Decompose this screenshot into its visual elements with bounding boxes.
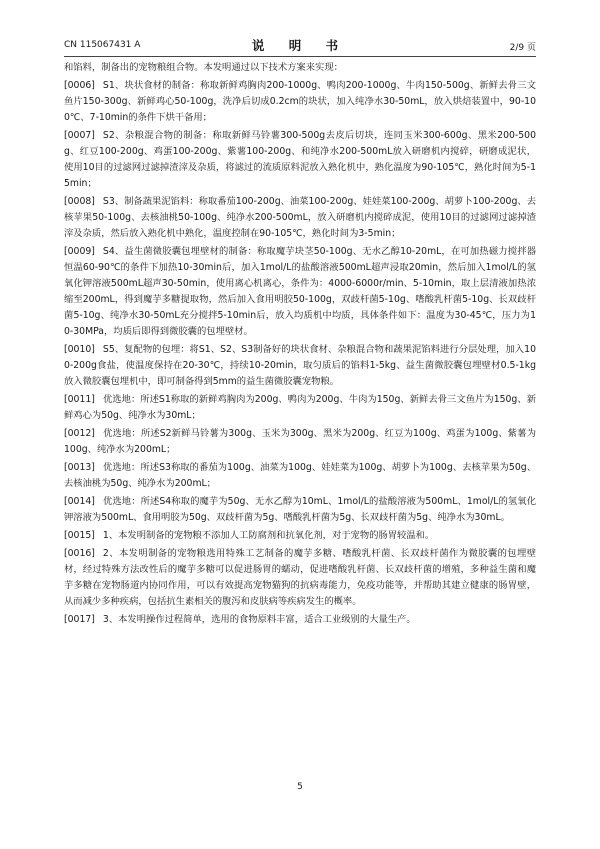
- paragraph: [64, 60, 536, 76]
- paragraph: [64, 78, 536, 126]
- paragraph-number: [0015]: [64, 530, 95, 541]
- paragraph-number: [0008]: [64, 196, 95, 207]
- paragraph-text: 3、本发明操作过程简单，选用的食物原料丰富，适合工业级别的大量生产。: [102, 614, 416, 625]
- paragraph: [64, 546, 536, 610]
- paragraph-number: [0011]: [64, 394, 95, 405]
- header-divider: [64, 56, 536, 57]
- publication-number: CN 115067431 A: [64, 40, 141, 50]
- paragraph-number: [0017]: [64, 614, 95, 625]
- paragraph: [64, 128, 536, 192]
- paragraph-text: S4、益生菌微胶囊包埋壁材的制备：称取魔芋块茎50-100g、无水乙醇10-20mL，在可加热磁力搅拌器恒温60-90℃的条件下加热10-30min后，加入1mol/L的盐酸溶液500mL超声浸取20min，然后加入1mol/L的氢氧化钾溶液500mL超声30-50min，使用离心机离心，条件为：4000-6000r/min、5-10min，取上层清液加热浓缩至200mL，得到魔芋多糖提取物，然后加入食用明胶50-100g，双歧杆菌5-10g、嗜酸乳杆菌5-10g、长双歧杆菌5-10g、纯净水30-50mL充分搅拌5-10min后，放入均质机中均质，具体条件如下：温度为30-45℃，压力为10-30MPa，均质后即得到微胶囊的包埋壁材。: [64, 246, 536, 337]
- paragraph-text: 1、本发明制备的宠物粮不添加人工防腐剂和抗氧化剂，对于宠物的肠胃较温和。: [102, 530, 435, 541]
- page-indicator: 2/9 页: [509, 43, 536, 53]
- paragraph-number: [0009]: [64, 246, 95, 257]
- paragraph-number: [0010]: [64, 344, 95, 355]
- paragraph-number: [0012]: [64, 428, 95, 439]
- paragraph-text: 和馅料，制备出的宠物粮组合物。本发明通过以下技术方案来实现：: [64, 62, 343, 73]
- paragraph: [64, 460, 536, 492]
- paragraph: [64, 528, 536, 544]
- paragraph-text: 优选地：所述S2新鲜马铃薯为300g、玉米为300g、黑米为200g、红豆为100g、鸡蛋为100g、紫薯为100g、纯净水为200mL；: [64, 428, 536, 455]
- paragraph-text: S3、制备蔬果泥馅料：称取番茄100-200g、油菜100-200g、娃娃菜100-200g、胡萝卜100-200g、去核苹果50-100g、去核油桃50-100g、纯净水200-500mL，放入研磨机内搅碎成泥，使用10目的过滤网过滤掉渣滓及杂质，然后放入熟化机中熟化，温度控制在90-105℃，熟化时间为3-5min；: [64, 196, 536, 239]
- paragraph: [64, 342, 536, 390]
- paragraph: [64, 392, 536, 424]
- paragraph-text: S2、杂粮混合物的制备：称取新鲜马铃薯300-500g去皮后切块，连同玉米300-600g、黑米200-500g、红豆100-200g、鸡蛋100-200g、紫薯100-200g、和纯净水200-500mL放入研磨机内搅碎，研磨成泥状，使用10目的过滤网过滤掉渣滓及杂质，将滤过的流质原料泥放入熟化机中，熟化温度为90-105℃，熟化时间为5-15min；: [64, 130, 536, 189]
- page-number: 5: [297, 782, 303, 792]
- paragraph-text: 优选地：所述S1称取的新鲜鸡胸肉为200g、鸭肉为200g、牛肉为150g、新鲜去骨三文鱼片为150g、新鲜鸡心为50g、纯净水为30mL；: [64, 394, 536, 421]
- paragraph-number: [0006]: [64, 80, 95, 91]
- paragraph: [64, 426, 536, 458]
- document-title: 说 明 书: [251, 38, 349, 53]
- paragraph: [64, 494, 536, 526]
- paragraph-number: [0016]: [64, 548, 95, 559]
- paragraph-text: 优选地：所述S4称取的魔芋为50g、无水乙醇为10mL、1mol/L的盐酸溶液为500mL、1mol/L的氢氧化钾溶液为500mL、食用明胶为50g、双歧杆菌为5g、嗜酸乳杆菌为5g、长双歧杆菌为5g、纯净水为30mL。: [64, 496, 536, 523]
- paragraph-number: [0014]: [64, 496, 95, 507]
- paragraph: [64, 612, 536, 628]
- paragraph-text: 2、本发明制备的宠物粮选用特殊工艺制备的魔芋多糖、嗜酸乳杆菌、长双歧杆菌作为微胶囊的包埋壁材，经过特殊方法改性后的魔芋多糖可以促进肠胃的蠕动，促进嗜酸乳杆菌、长双歧杆菌的增殖，多种益生菌和魔芋多糖在宠物肠道内协同作用，可以有效提高宠物猫狗的抗病毒能力，免疫功能等，并帮助其建立健康的肠胃壁，从而减少多种疾病，包括抗生素相关的腹泻和皮肤病等疾病发生的概率。: [64, 548, 536, 607]
- paragraph: [64, 194, 536, 242]
- paragraph-text: S1、块状食材的制备：称取新鲜鸡胸肉200-1000g、鸭肉200-1000g、牛肉150-500g、新鲜去骨三文鱼片150-300g、新鲜鸡心50-100g，洗净后切成0.2cm的块状，加入纯净水30-50mL，放入烘焙装置中，90-100℃、7-10min的条件下烘干备用；: [64, 80, 536, 123]
- paragraph-number: [0013]: [64, 462, 95, 473]
- paragraph-text: S5、复配物的包埋：将S1、S2、S3制备好的块状食材、杂粮混合物和蔬果泥馅料进行分层处理，加入100-200g食盐，使温度保持在20-30℃，持续10-20min，取匀质后的馅料1-5kg、益生菌微胶囊包埋壁材0.5-1kg放入微胶囊包埋机中，即可制备得到5mm的益生菌微胶囊宠物粮。: [64, 344, 536, 387]
- paragraph-number: [0007]: [64, 130, 95, 141]
- page-header: [64, 36, 536, 54]
- paragraph: [64, 244, 536, 340]
- paragraph-text: 优选地：所述S3称取的番茄为100g、油菜为100g、娃娃菜为100g、胡萝卜为100g、去核苹果为50g、去核油桃为50g、纯净水为200mL；: [64, 462, 536, 489]
- description-body: [64, 60, 536, 630]
